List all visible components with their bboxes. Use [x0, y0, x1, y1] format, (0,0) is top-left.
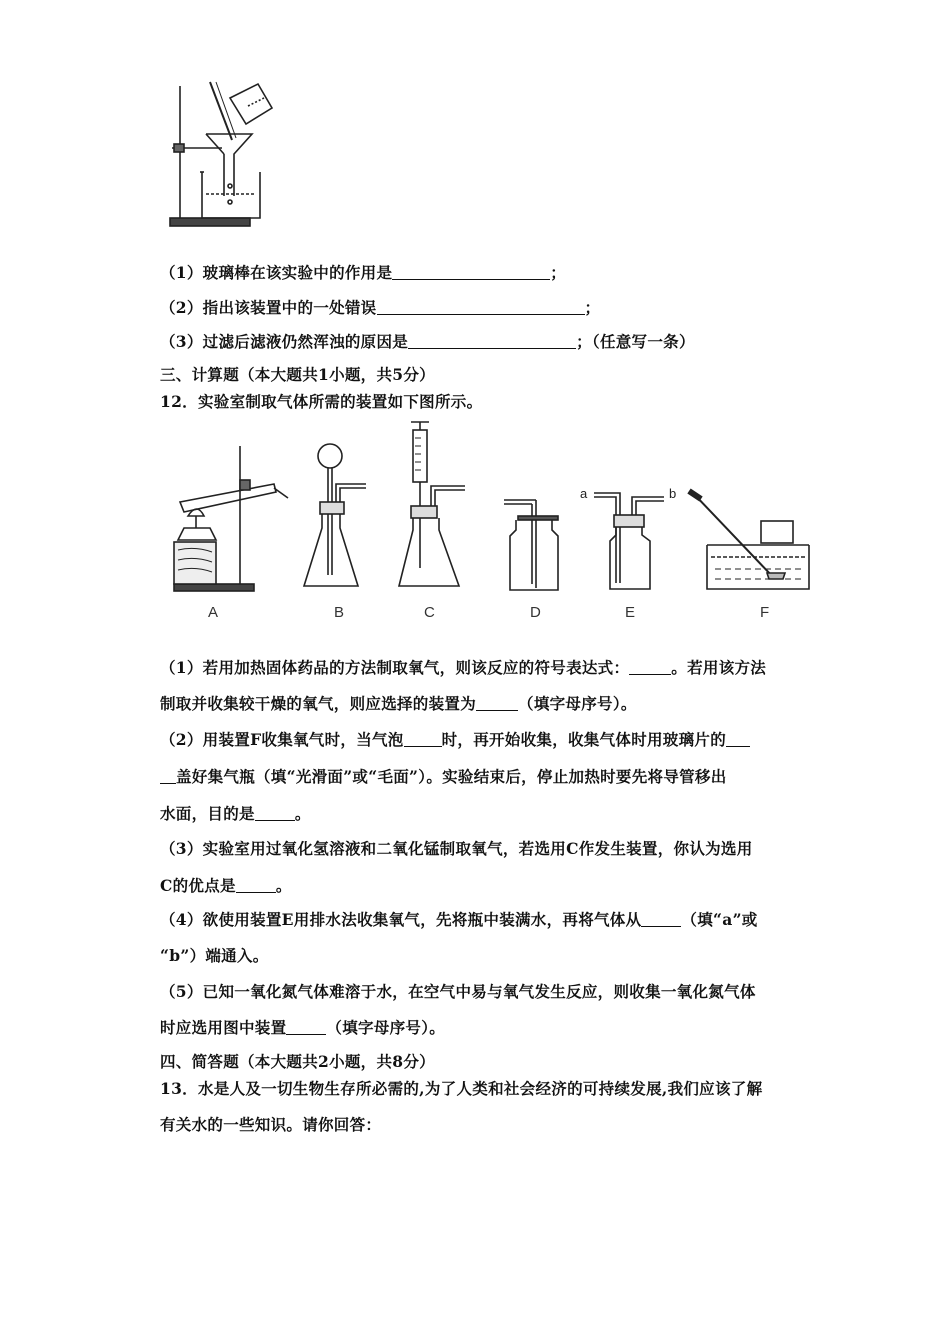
section-4-heading: 四、简答题（本大题共2小题，共8分）	[160, 1052, 435, 1071]
apparatus-b-figure	[300, 440, 375, 595]
question-13-line2: 有关水的一些知识。请你回答：	[160, 1115, 382, 1134]
question-text: （2）用装置F收集氧气时，当气泡	[160, 730, 404, 749]
apparatus-f-figure	[685, 485, 815, 595]
q12-part3-line2	[160, 874, 292, 896]
answer-blank[interactable]	[377, 300, 585, 315]
question-text: （填字母序号）。	[326, 1018, 446, 1037]
answer-blank[interactable]	[408, 334, 576, 349]
section-3-heading: 三、计算题（本大题共1小题，共5分）	[160, 365, 435, 384]
filter-question-2	[160, 296, 600, 318]
question-text: （4）欲使用装置E用排水法收集氧气，先将瓶中装满水，再将气体从	[160, 910, 642, 929]
apparatus-label-e: E	[625, 604, 636, 621]
port-a-label: a	[580, 486, 588, 501]
question-text: 。	[275, 876, 292, 895]
filtration-apparatus-figure	[160, 78, 280, 233]
question-text: 盖好集气瓶（填“光滑面”或“毛面”）。实验结束后，停止加热时要先将导管移出	[176, 767, 727, 786]
answer-blank[interactable]	[629, 660, 671, 675]
answer-blank[interactable]	[392, 265, 550, 280]
q12-part5-line2	[160, 1016, 445, 1038]
q12-part4-line2: “b”）端通入。	[160, 946, 269, 965]
port-b-label: b	[669, 486, 677, 501]
answer-blank[interactable]	[404, 732, 442, 747]
apparatus-label-b: B	[334, 604, 345, 621]
answer-blank[interactable]	[255, 806, 295, 821]
answer-blank-continued[interactable]	[160, 769, 176, 784]
filter-question-3	[160, 330, 695, 352]
question-text: 水面，目的是	[160, 804, 255, 823]
answer-blank[interactable]	[236, 878, 276, 893]
apparatus-e-figure	[590, 485, 670, 595]
question-text: 。若用该方法	[671, 658, 767, 677]
q12-part2-line2	[160, 765, 727, 787]
question-text: （1）玻璃棒在该实验中的作用是	[160, 263, 393, 282]
apparatus-a-figure	[170, 440, 295, 595]
q12-part1-line2	[160, 692, 637, 714]
filter-question-1	[160, 261, 566, 283]
question-end: ；	[584, 298, 601, 317]
question-text: （2）指出该装置中的一处错误	[160, 298, 377, 317]
question-text: 。	[294, 804, 311, 823]
q12-part4-line1	[160, 908, 758, 930]
apparatus-label-c: C	[424, 604, 435, 621]
answer-blank[interactable]	[286, 1020, 326, 1035]
question-text: （3）过滤后滤液仍然浑浊的原因是	[160, 332, 409, 351]
question-text: （填“a”或	[681, 910, 758, 929]
answer-blank[interactable]	[641, 912, 681, 927]
apparatus-d-figure	[500, 490, 565, 595]
q12-part5-line1: （5）已知一氧化氮气体难溶于水，在空气中易与氧气发生反应，则收集一氧化氮气体	[160, 982, 756, 1001]
apparatus-label-d: D	[530, 604, 541, 621]
question-text: （1）若用加热固体药品的方法制取氧气，则该反应的符号表达式：	[160, 658, 630, 677]
q12-part2-line3	[160, 802, 311, 824]
question-text: 时应选用图中装置	[160, 1018, 287, 1037]
question-12-intro: 12．实验室制取气体所需的装置如下图所示。	[160, 392, 483, 411]
q12-part3-line1: （3）实验室用过氧化氢溶液和二氧化锰制取氧气，若选用C作发生装置，你认为选用	[160, 839, 753, 858]
apparatus-label-a: A	[208, 604, 219, 621]
apparatus-c-figure	[395, 418, 470, 595]
question-text: 制取并收集较干燥的氧气，则应选择的装置为	[160, 694, 477, 713]
apparatus-label-f: F	[760, 604, 770, 621]
q12-part2-line1	[160, 728, 750, 750]
question-text: 时，再开始收集，收集气体时用玻璃片的	[441, 730, 726, 749]
question-text: C的优点是	[160, 876, 236, 895]
answer-blank[interactable]	[476, 696, 518, 711]
q12-part1-line1	[160, 656, 766, 678]
question-end: ；	[550, 263, 567, 282]
answer-blank[interactable]	[726, 732, 750, 747]
question-13-line1: 13．水是人及一切生物生存所必需的,为了人类和社会经济的可持续发展,我们应该了解	[160, 1079, 763, 1098]
question-text: （填字母序号）。	[518, 694, 637, 713]
question-end: ；（任意写一条）	[576, 332, 695, 351]
